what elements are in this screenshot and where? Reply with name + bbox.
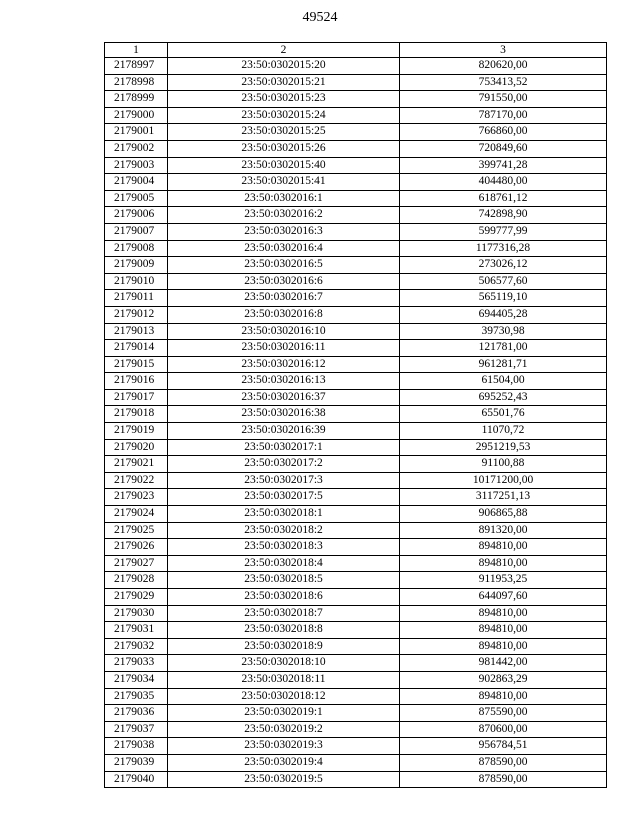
- row-number-cell: 2179012: [105, 306, 168, 323]
- row-number-cell: 2179037: [105, 721, 168, 738]
- cadastral-number-cell: 23:50:0302015:21: [168, 74, 400, 91]
- cadastral-number-cell: 23:50:0302019:5: [168, 771, 400, 788]
- value-cell: 2951219,53: [400, 439, 607, 456]
- value-cell: 875590,00: [400, 705, 607, 722]
- table-row: [105, 721, 607, 738]
- cadastral-number-cell: 23:50:0302015:24: [168, 107, 400, 124]
- value-cell: 91100,88: [400, 456, 607, 473]
- column-header-1: 1: [105, 43, 168, 58]
- value-cell: 61504,00: [400, 373, 607, 390]
- value-cell: 3117251,13: [400, 489, 607, 506]
- value-cell: 894810,00: [400, 688, 607, 705]
- table-row: [105, 373, 607, 390]
- table-row: [105, 754, 607, 771]
- table-row: [105, 771, 607, 788]
- cadastral-number-cell: 23:50:0302019:3: [168, 738, 400, 755]
- row-number-cell: 2179006: [105, 207, 168, 224]
- table-row: [105, 638, 607, 655]
- table-row: [105, 605, 607, 622]
- value-cell: 894810,00: [400, 539, 607, 556]
- row-number-cell: 2179018: [105, 406, 168, 423]
- value-cell: 894810,00: [400, 605, 607, 622]
- value-cell: 65501,76: [400, 406, 607, 423]
- row-number-cell: 2179004: [105, 174, 168, 191]
- value-cell: 894810,00: [400, 622, 607, 639]
- cadastral-number-cell: 23:50:0302016:7: [168, 290, 400, 307]
- row-number-cell: 2179024: [105, 506, 168, 523]
- row-number-cell: 2179003: [105, 157, 168, 174]
- row-number-cell: 2179039: [105, 754, 168, 771]
- table-row: [105, 190, 607, 207]
- cadastral-number-cell: 23:50:0302017:2: [168, 456, 400, 473]
- cadastral-number-cell: 23:50:0302017:3: [168, 472, 400, 489]
- row-number-cell: 2179023: [105, 489, 168, 506]
- row-number-cell: 2179013: [105, 323, 168, 340]
- table-row: [105, 472, 607, 489]
- cadastral-number-cell: 23:50:0302015:40: [168, 157, 400, 174]
- column-header-2: 2: [168, 43, 400, 58]
- row-number-cell: 2179009: [105, 257, 168, 274]
- row-number-cell: 2179040: [105, 771, 168, 788]
- cadastral-number-cell: 23:50:0302015:26: [168, 140, 400, 157]
- cadastral-number-cell: 23:50:0302016:12: [168, 356, 400, 373]
- row-number-cell: 2179002: [105, 140, 168, 157]
- value-cell: 766860,00: [400, 124, 607, 141]
- row-number-cell: 2179017: [105, 389, 168, 406]
- table-row: [105, 506, 607, 523]
- value-cell: 820620,00: [400, 58, 607, 75]
- value-cell: 961281,71: [400, 356, 607, 373]
- table-row: [105, 223, 607, 240]
- page-number: 49524: [302, 10, 338, 25]
- table-row: [105, 439, 607, 456]
- table-row: [105, 456, 607, 473]
- cadastral-number-cell: 23:50:0302015:20: [168, 58, 400, 75]
- row-number-cell: 2179021: [105, 456, 168, 473]
- value-cell: 787170,00: [400, 107, 607, 124]
- row-number-cell: 2179022: [105, 472, 168, 489]
- table-body: [105, 58, 607, 788]
- cadastral-number-cell: 23:50:0302016:4: [168, 240, 400, 257]
- cadastral-number-cell: 23:50:0302018:11: [168, 671, 400, 688]
- cadastral-number-cell: 23:50:0302018:1: [168, 506, 400, 523]
- table-row: [105, 74, 607, 91]
- cadastral-number-cell: 23:50:0302016:8: [168, 306, 400, 323]
- value-cell: 399741,28: [400, 157, 607, 174]
- value-cell: 10171200,00: [400, 472, 607, 489]
- value-cell: 981442,00: [400, 655, 607, 672]
- table-row: [105, 323, 607, 340]
- row-number-cell: 2179034: [105, 671, 168, 688]
- row-number-cell: 2179031: [105, 622, 168, 639]
- row-number-cell: 2179038: [105, 738, 168, 755]
- table-header: [105, 43, 607, 58]
- value-cell: 870600,00: [400, 721, 607, 738]
- table-row: [105, 290, 607, 307]
- table-row: [105, 273, 607, 290]
- cadastral-number-cell: 23:50:0302016:6: [168, 273, 400, 290]
- table-row: [105, 240, 607, 257]
- cadastral-number-cell: 23:50:0302018:6: [168, 589, 400, 606]
- table-row: [105, 174, 607, 191]
- value-cell: 902863,29: [400, 671, 607, 688]
- row-number-cell: 2179014: [105, 340, 168, 357]
- cadastral-number-cell: 23:50:0302018:5: [168, 572, 400, 589]
- table-row: [105, 555, 607, 572]
- table-row: [105, 157, 607, 174]
- table-row: [105, 140, 607, 157]
- value-cell: 720849,60: [400, 140, 607, 157]
- row-number-cell: 2178998: [105, 74, 168, 91]
- table-row: [105, 539, 607, 556]
- cadastral-number-cell: 23:50:0302016:13: [168, 373, 400, 390]
- table-row: [105, 340, 607, 357]
- table-row: [105, 671, 607, 688]
- row-number-cell: 2179026: [105, 539, 168, 556]
- row-number-cell: 2179025: [105, 522, 168, 539]
- value-cell: 894810,00: [400, 638, 607, 655]
- cadastral-number-cell: 23:50:0302016:37: [168, 389, 400, 406]
- row-number-cell: 2179032: [105, 638, 168, 655]
- cadastral-number-cell: 23:50:0302016:3: [168, 223, 400, 240]
- cadastral-number-cell: 23:50:0302016:39: [168, 423, 400, 440]
- table-row: [105, 522, 607, 539]
- cadastral-number-cell: 23:50:0302018:2: [168, 522, 400, 539]
- table-row: [105, 58, 607, 75]
- table-row: [105, 705, 607, 722]
- table-row: [105, 489, 607, 506]
- table-row: [105, 124, 607, 141]
- cadastral-number-cell: 23:50:0302018:10: [168, 655, 400, 672]
- cadastral-number-cell: 23:50:0302018:9: [168, 638, 400, 655]
- row-number-cell: 2179005: [105, 190, 168, 207]
- value-cell: 11070,72: [400, 423, 607, 440]
- cadastral-number-cell: 23:50:0302016:38: [168, 406, 400, 423]
- value-cell: 695252,43: [400, 389, 607, 406]
- row-number-cell: 2179016: [105, 373, 168, 390]
- cadastral-number-cell: 23:50:0302017:1: [168, 439, 400, 456]
- row-number-cell: 2179029: [105, 589, 168, 606]
- cadastral-number-cell: 23:50:0302019:1: [168, 705, 400, 722]
- table-row: [105, 589, 607, 606]
- cadastral-number-cell: 23:50:0302016:11: [168, 340, 400, 357]
- value-cell: 599777,99: [400, 223, 607, 240]
- value-cell: 39730,98: [400, 323, 607, 340]
- table-row: [105, 389, 607, 406]
- cadastral-number-cell: 23:50:0302018:4: [168, 555, 400, 572]
- row-number-cell: 2178999: [105, 91, 168, 108]
- cadastral-number-cell: 23:50:0302016:5: [168, 257, 400, 274]
- row-number-cell: 2179030: [105, 605, 168, 622]
- table-row: [105, 257, 607, 274]
- row-number-cell: 2179001: [105, 124, 168, 141]
- value-cell: 891320,00: [400, 522, 607, 539]
- row-number-cell: 2179011: [105, 290, 168, 307]
- cadastral-number-cell: 23:50:0302019:4: [168, 754, 400, 771]
- cadastral-number-cell: 23:50:0302019:2: [168, 721, 400, 738]
- cadastral-number-cell: 23:50:0302018:7: [168, 605, 400, 622]
- value-cell: 894810,00: [400, 555, 607, 572]
- value-cell: 878590,00: [400, 771, 607, 788]
- cadastral-number-cell: 23:50:0302016:1: [168, 190, 400, 207]
- registry-table: [104, 42, 607, 788]
- cadastral-number-cell: 23:50:0302017:5: [168, 489, 400, 506]
- cadastral-number-cell: 23:50:0302015:23: [168, 91, 400, 108]
- table-row: [105, 572, 607, 589]
- table-row: [105, 688, 607, 705]
- row-number-cell: 2179027: [105, 555, 168, 572]
- value-cell: 742898,90: [400, 207, 607, 224]
- row-number-cell: 2178997: [105, 58, 168, 75]
- value-cell: 273026,12: [400, 257, 607, 274]
- cadastral-number-cell: 23:50:0302016:10: [168, 323, 400, 340]
- table-row: [105, 306, 607, 323]
- value-cell: 1177316,28: [400, 240, 607, 257]
- row-number-cell: 2179019: [105, 423, 168, 440]
- table-row: [105, 406, 607, 423]
- table-row: [105, 738, 607, 755]
- cadastral-number-cell: 23:50:0302015:41: [168, 174, 400, 191]
- row-number-cell: 2179008: [105, 240, 168, 257]
- value-cell: 404480,00: [400, 174, 607, 191]
- row-number-cell: 2179010: [105, 273, 168, 290]
- value-cell: 506577,60: [400, 273, 607, 290]
- row-number-cell: 2179007: [105, 223, 168, 240]
- cadastral-number-cell: 23:50:0302018:8: [168, 622, 400, 639]
- value-cell: 753413,52: [400, 74, 607, 91]
- value-cell: 121781,00: [400, 340, 607, 357]
- row-number-cell: 2179020: [105, 439, 168, 456]
- value-cell: 618761,12: [400, 190, 607, 207]
- cadastral-number-cell: 23:50:0302015:25: [168, 124, 400, 141]
- table-row: [105, 107, 607, 124]
- row-number-cell: 2179015: [105, 356, 168, 373]
- cadastral-number-cell: 23:50:0302016:2: [168, 207, 400, 224]
- value-cell: 956784,51: [400, 738, 607, 755]
- table-row: [105, 655, 607, 672]
- value-cell: 791550,00: [400, 91, 607, 108]
- row-number-cell: 2179035: [105, 688, 168, 705]
- table-row: [105, 207, 607, 224]
- table-row: [105, 91, 607, 108]
- cadastral-number-cell: 23:50:0302018:3: [168, 539, 400, 556]
- cadastral-number-cell: 23:50:0302018:12: [168, 688, 400, 705]
- row-number-cell: 2179000: [105, 107, 168, 124]
- value-cell: 906865,88: [400, 506, 607, 523]
- value-cell: 911953,25: [400, 572, 607, 589]
- value-cell: 644097,60: [400, 589, 607, 606]
- row-number-cell: 2179036: [105, 705, 168, 722]
- column-header-3: 3: [400, 43, 607, 58]
- row-number-cell: 2179028: [105, 572, 168, 589]
- header-row: [105, 43, 607, 58]
- row-number-cell: 2179033: [105, 655, 168, 672]
- table-row: [105, 622, 607, 639]
- table-row: [105, 356, 607, 373]
- value-cell: 565119,10: [400, 290, 607, 307]
- value-cell: 878590,00: [400, 754, 607, 771]
- table-row: [105, 423, 607, 440]
- value-cell: 694405,28: [400, 306, 607, 323]
